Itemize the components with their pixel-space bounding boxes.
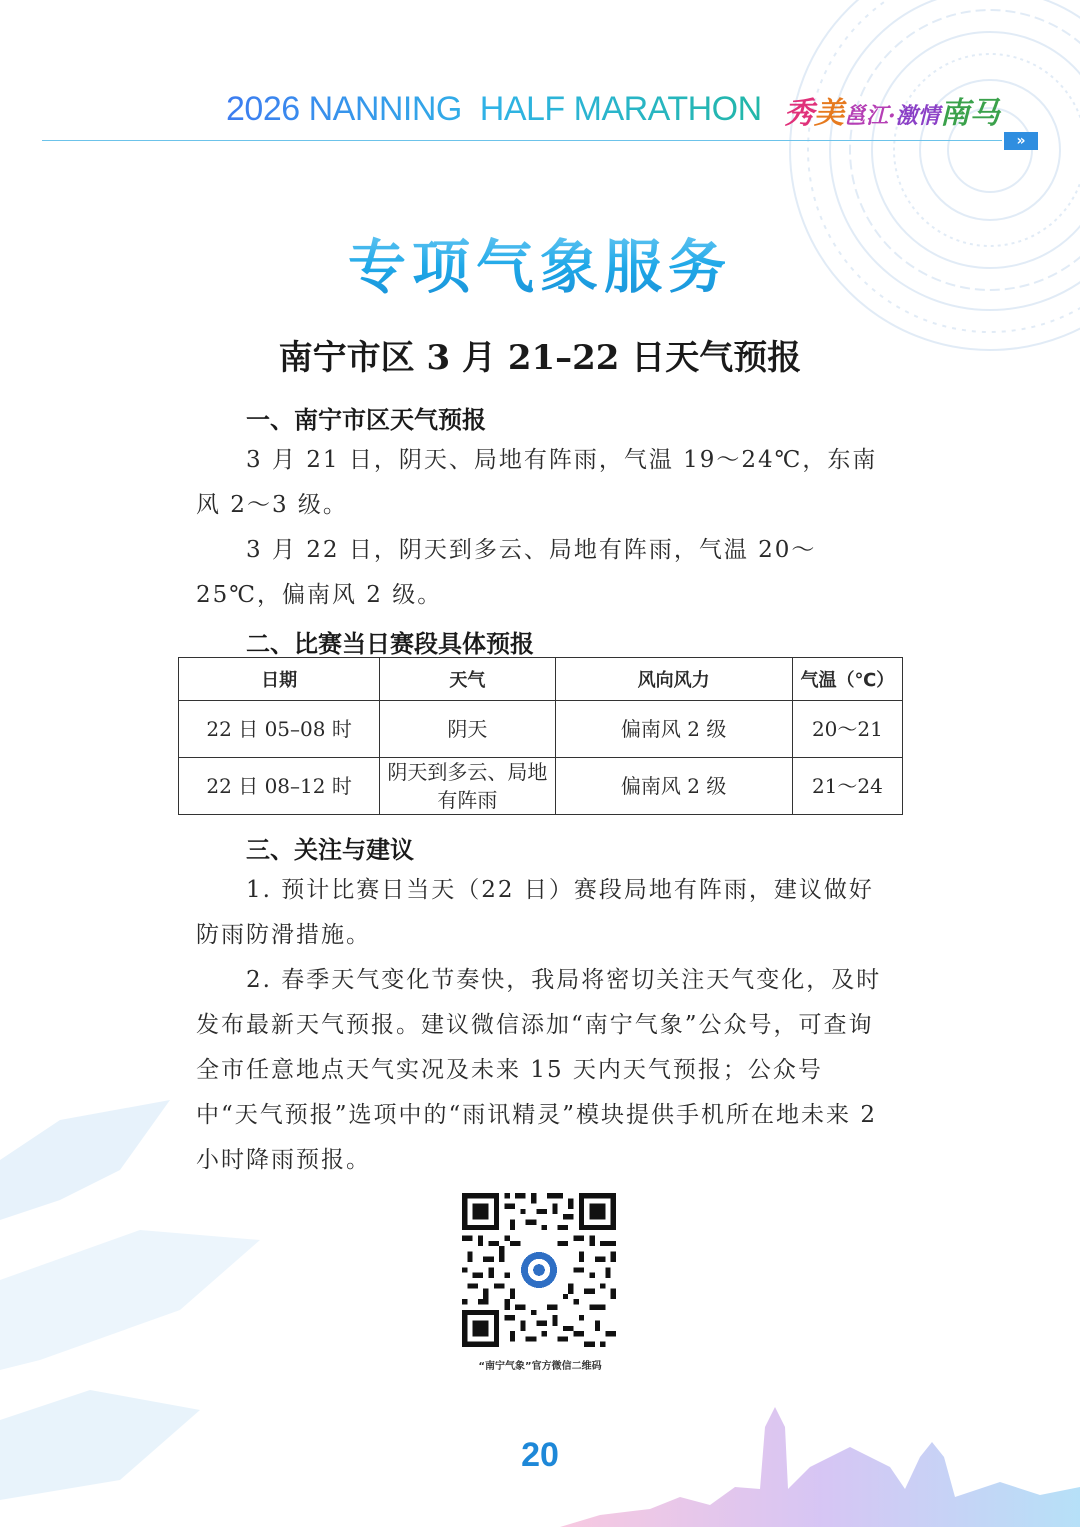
slogan-part-4: 激情 <box>895 103 940 129</box>
qr-caption: “南宁气象”官方微信二维码 <box>478 1361 602 1372</box>
table-cell-temperature: 21～24 <box>792 758 902 815</box>
table-header-row <box>179 658 903 701</box>
table-row <box>179 758 903 815</box>
table-cell-date: 22 日 05–08 时 <box>179 701 380 758</box>
forecast-paragraph-22nd: 3 月 22 日，阴天到多云、局地有阵雨，气温 20～25℃，偏南风 2 级。 <box>196 537 817 608</box>
slogan-part-5: 南马 <box>939 96 1000 131</box>
header-event-title: 2026 NANNING HALF MARATHON <box>226 90 762 128</box>
table-header-date: 日期 <box>179 658 380 701</box>
table-header-weather: 天气 <box>380 658 555 701</box>
bronze-drum-pattern-decoration <box>780 0 1080 360</box>
document-title: 南宁市区 3 月 21–22 日天气预报 <box>278 338 802 378</box>
wechat-qr-code[interactable] <box>462 1193 616 1347</box>
header-slogan-logo <box>784 88 1000 132</box>
forecast-paragraph-21st: 3 月 21 日，阴天、局地有阵雨，气温 19～24℃，东南风 2～3 级。 <box>196 447 878 518</box>
table-cell-date: 22 日 08–12 时 <box>179 758 380 815</box>
slogan-part-3: 邕江· <box>844 103 896 129</box>
table-cell-wind: 偏南风 2 级 <box>555 701 792 758</box>
table-cell-weather: 阴天到多云、局地有阵雨 <box>380 758 555 815</box>
banner-title: 专项气象服务 <box>0 220 1080 304</box>
table-row <box>179 701 903 758</box>
race-forecast-table <box>178 657 903 815</box>
section-heading-city-forecast: 一、南宁市区天气预报 <box>246 406 486 434</box>
chevron-right-icon: » <box>1004 132 1038 150</box>
page-number: 20 <box>521 1436 559 1474</box>
advice-paragraph-2: 2. 春季天气变化节奏快，我局将密切关注天气变化，及时发布最新天气预报。建议微信添加“南宁气象”公众号，可查询全市任意地点天气实况及未来 15 天内天气预报；公众号中“天气预报”选项中的“雨讯精灵”模块提供手机所在地未来 2 小时降雨预报。 <box>196 967 882 1173</box>
section-heading-race-forecast: 二、比赛当日赛段具体预报 <box>246 630 534 658</box>
advice-paragraph-1: 1. 预计比赛日当天（22 日）赛段局地有阵雨，建议做好防雨防滑措施。 <box>196 877 874 948</box>
header-divider-line <box>42 140 1002 141</box>
section-heading-advice: 三、关注与建议 <box>246 836 414 864</box>
table-header-temperature: 气温（℃） <box>792 658 902 701</box>
table-cell-temperature: 20～21 <box>792 701 902 758</box>
table-cell-wind: 偏南风 2 级 <box>555 758 792 815</box>
slogan-part-1: 秀 <box>784 96 814 131</box>
table-cell-weather: 阴天 <box>380 701 555 758</box>
slogan-part-2: 美 <box>814 96 844 131</box>
table-header-wind: 风向风力 <box>555 658 792 701</box>
